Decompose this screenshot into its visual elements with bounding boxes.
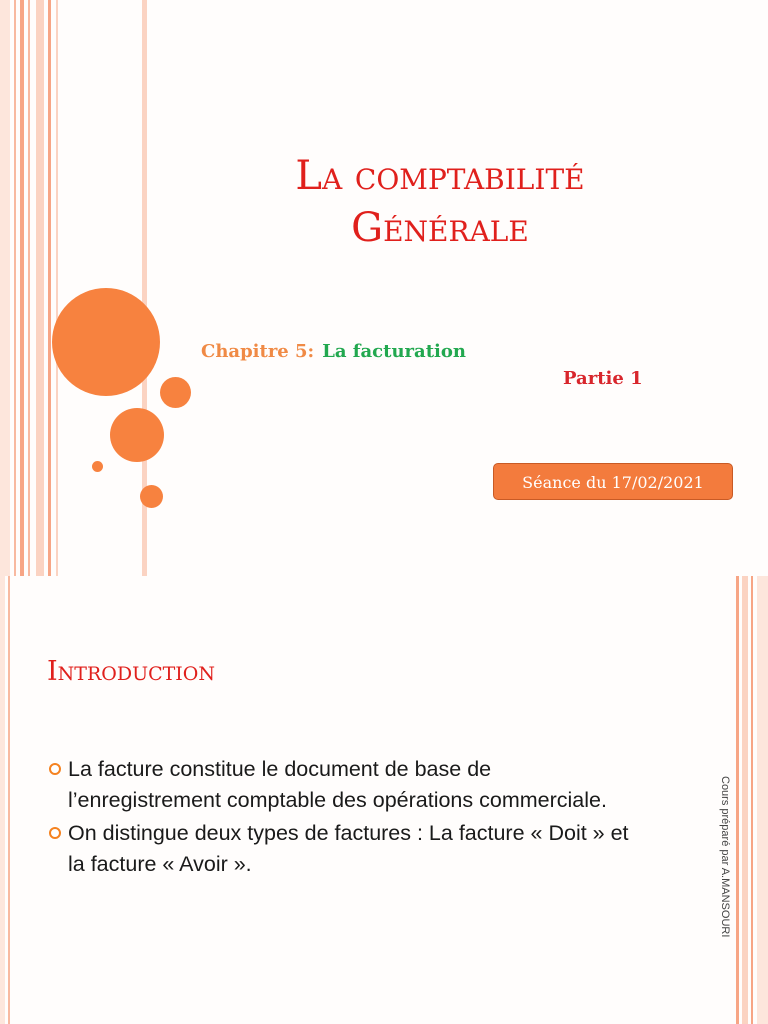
list-item <box>46 754 646 816</box>
decor-stripe <box>751 576 753 1024</box>
decor-stripe <box>0 576 5 1024</box>
decor-circle <box>92 461 103 472</box>
decor-circle <box>160 377 191 408</box>
decor-stripe <box>742 576 748 1024</box>
slide-title-text <box>180 150 700 254</box>
decor-stripe <box>28 0 30 576</box>
decor-circle <box>110 408 164 462</box>
bullet-text: On distingue deux types de factures : La facture « Doit » et la facture « Avoir ». <box>68 821 629 876</box>
bullet-text: La facture constitue le document de base de l’enregistrement comptable des opérations commerciale. <box>68 757 607 812</box>
decor-circle <box>52 288 160 396</box>
decor-stripe <box>48 0 51 576</box>
decor-stripe <box>56 0 58 576</box>
author-footer: Cours préparé par A.MANSOURI <box>719 776 731 938</box>
decor-stripe <box>20 0 24 576</box>
decor-stripe <box>36 0 44 576</box>
decor-stripe <box>0 0 10 576</box>
title-line-2: Générale <box>351 205 529 251</box>
part-label: Partie 1 <box>563 368 643 389</box>
section-heading: Introduction <box>47 656 216 687</box>
chapter-line <box>201 341 466 362</box>
list-item <box>46 818 646 880</box>
decor-stripe <box>736 576 739 1024</box>
chapter-label: Chapitre 5: <box>201 341 315 362</box>
decor-stripe <box>14 0 16 576</box>
session-date-box: Séance du 17/02/2021 <box>493 463 733 500</box>
bullet-icon <box>49 827 61 839</box>
chapter-name: La facturation <box>322 341 466 362</box>
decor-circle <box>140 485 163 508</box>
bullet-list <box>46 754 646 882</box>
decor-stripe <box>8 576 10 1024</box>
slide-introduction <box>0 576 768 1024</box>
title-line-1: La comptabilité <box>295 153 585 199</box>
bullet-icon <box>49 763 61 775</box>
decor-stripe <box>757 576 768 1024</box>
